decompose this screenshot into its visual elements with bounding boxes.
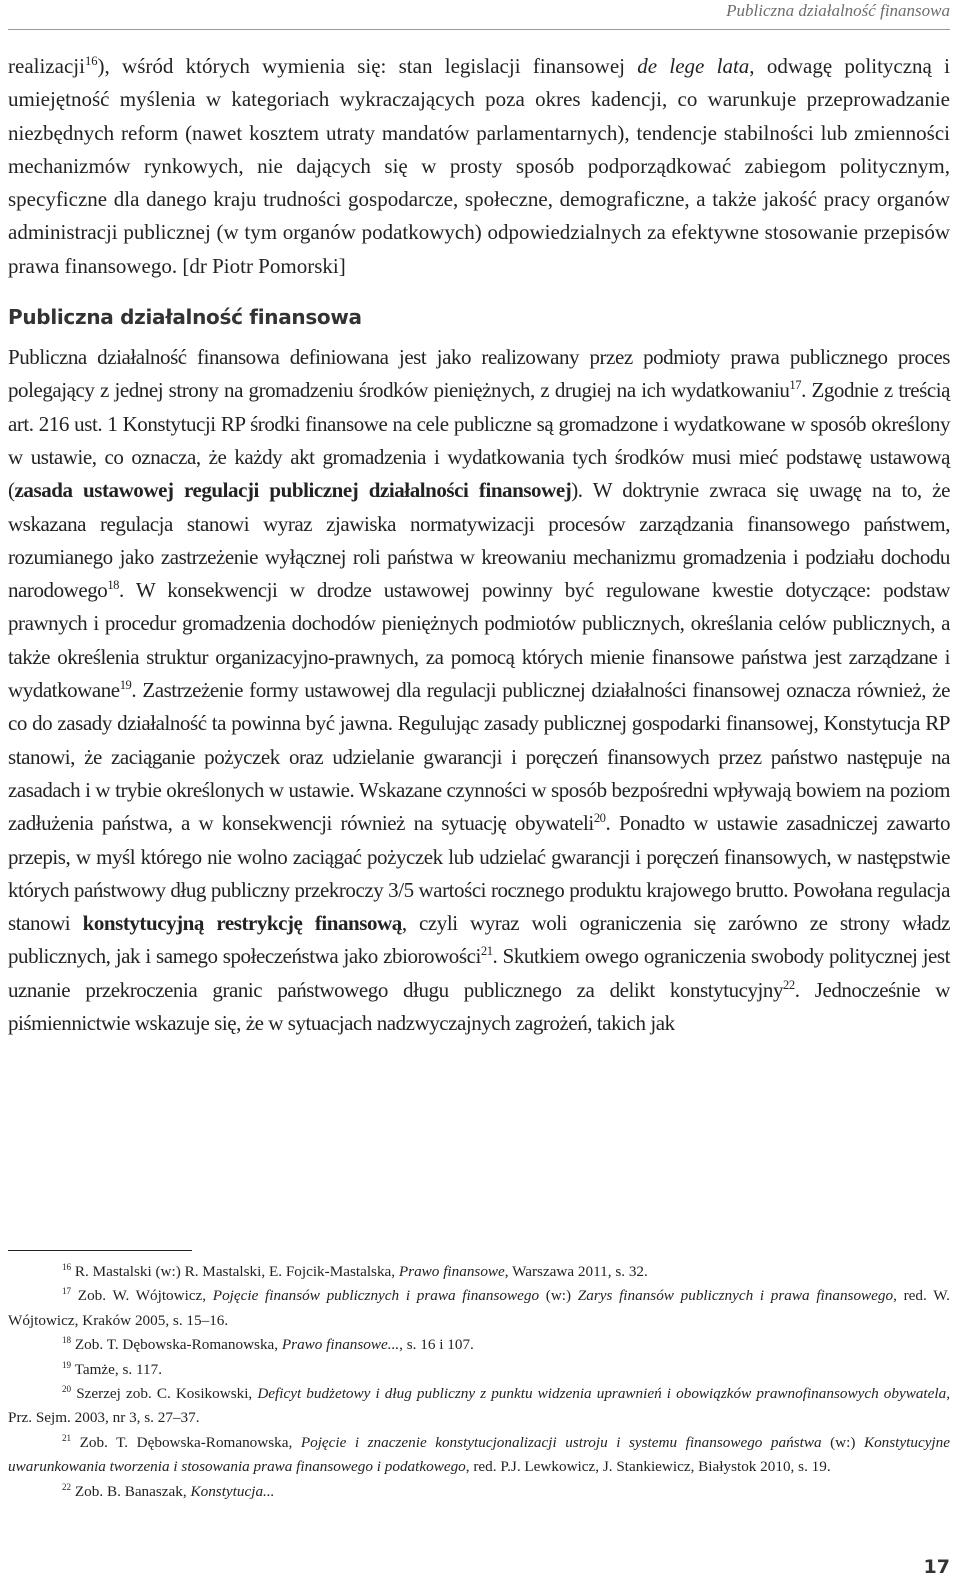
footnote-ref-21[interactable]: 21 <box>480 944 493 959</box>
text-run: . Zastrzeżenie formy ustawowej dla regulacji publicznej działalności finansowej oznacza również, że co do zasady działalność ta powinna być jawna. Regulując zasady publicznej gospodarki finansowej, Konstytucja RP stanowi, że zaciąganie pożyczek oraz udzielanie gwarancji i poręczeń finansowych przez państwo następuje na zasadach i w trybie określonych w ustawie. Wskazane czynności w sposób bezpośredni wpływają bowiem na poziom zadłużenia państwa, a w konsekwencji również na sytuację obywateli <box>8 678 950 836</box>
footnote-text: , Prz. Sejm. 2003, nr 3, s. 27–37. <box>8 1385 950 1427</box>
footnotes <box>8 1260 950 1504</box>
footnote-italic-title: Deficyt budżetowy i dług publiczny z punktu widzenia uprawnień i obowiązków prawnofinansowych obywatela <box>257 1385 947 1403</box>
footnote-22 <box>8 1480 950 1504</box>
footnote-separator <box>8 1250 192 1251</box>
footnote-italic-title: Pojęcie i znaczenie konstytucjonalizacji ustroju i systemu finansowego państwa <box>300 1433 822 1451</box>
footnote-20 <box>8 1382 950 1431</box>
text-run: . Ponadto w ustawie zasadniczej zawarto przepis, w myśl którego nie wolno zaciągać pożyczek lub udzielać gwarancji i poręczeń finansowych, w następstwie których państwowy dług publiczny przekroczy 3/5 wartości rocznego produktu krajowego brutto. Powołana regulacja stanowi <box>8 811 950 936</box>
header-rule <box>8 29 950 30</box>
footnote-19 <box>8 1358 950 1382</box>
footnote-text: , Warszawa 2011, s. 32. <box>504 1263 648 1280</box>
footnote-italic-title: Konstytucyjne uwarunkowania tworzenia i stosowania prawa finansowego i podatkowego <box>8 1433 950 1476</box>
italic-term: de lege lata <box>637 54 750 78</box>
footnote-number: 17 <box>62 1286 72 1297</box>
footnote-number: 20 <box>62 1383 72 1394</box>
footnote-number: 19 <box>62 1359 72 1370</box>
footnote-number: 21 <box>62 1432 72 1443</box>
footnote-italic-title: Pojęcie finansów publicznych i prawa finansowego <box>212 1287 540 1305</box>
footnote-italic-title: Prawo finansowe <box>398 1263 505 1280</box>
text-run: ). W doktrynie zwraca się uwagę na to, że wskazana regulacja stanowi wyraz zjawiska normatywizacji procesów zarządzania finansowego państwem, rozumianego jako zastrzeżenie wyłącznej roli państwa w kreowaniu mechanizmu gromadzenia i podziału dochodu narodowego <box>8 478 951 603</box>
footnote-italic-title: Zarys finansów publicznych i prawa finansowego <box>577 1287 894 1305</box>
footnote-text: (w:) <box>821 1433 864 1451</box>
footnote-text: Zob. B. Banaszak, <box>71 1482 191 1500</box>
text-run: ), wśród których wymienia się: stan legislacji finansowej <box>97 54 638 78</box>
footnote-number: 22 <box>62 1481 72 1492</box>
text-run: . Jednocześnie w piśmiennictwie wskazuje się, że w sytuacjach nadzwyczajnych zagrożeń, takich jak <box>8 977 951 1036</box>
footnote-text: , s. 16 i 107. <box>399 1336 474 1354</box>
text-run: . Zgodnie z treścią art. 216 ust. 1 Konstytucji RP środki finansowe na cele publiczne są gromadzone i wydatkowane w sposób określony w ustawie, co oznacza, że każdy akt gromadzenia i wydatkowania tych środków musi mieć podstawę ustawową ( <box>8 378 950 503</box>
footnote-ref-20[interactable]: 20 <box>593 811 606 826</box>
footnote-17 <box>8 1284 950 1333</box>
text-run: . W konsekwencji w drodze ustawowej powinny być regulowane kwestie dotyczące: podstaw prawnych i procedur gromadzenia dochodów pieniężnych podmiotów publicznych, określania celów publicznych, a także określenia struktur organizacyjno-prawnych, za pomocą których mienie finansowe państwa jest zarządzane i wydatkowane <box>8 578 950 703</box>
footnote-ref-19[interactable]: 19 <box>119 678 132 693</box>
footnote-text: Zob. T. Dębowska-Romanowska, <box>71 1336 282 1354</box>
footnote-18 <box>8 1333 950 1357</box>
footnote-number: 18 <box>62 1335 72 1346</box>
footnote-ref-17[interactable]: 17 <box>789 378 802 393</box>
footnote-text: R. Mastalski (w:) R. Mastalski, E. Fojcik-Mastalska, <box>71 1263 399 1280</box>
footnote-number: 16 <box>62 1261 72 1272</box>
bold-term: zasada ustawowej regulacji publicznej działalności finansowej <box>14 478 572 503</box>
footnote-text: Szerzej zob. C. Kosikowski, <box>71 1385 258 1403</box>
main-text <box>8 50 950 1040</box>
footnote-text: Zob. W. Wójtowicz, <box>71 1287 213 1305</box>
footnote-text: , red. P.J. Lewkowicz, J. Stankiewicz, Białystok 2010, s. 19. <box>465 1458 831 1476</box>
footnote-21 <box>8 1431 950 1480</box>
footnote-16 <box>8 1260 950 1284</box>
footnote-ref-18[interactable]: 18 <box>107 578 120 593</box>
page-number: 17 <box>923 1556 950 1578</box>
footnote-text: Tamże, s. 117. <box>71 1360 162 1378</box>
paragraph-2 <box>8 341 950 1040</box>
text-run: Publiczna działalność finansowa definiowana jest jako realizowany przez podmioty prawa publicznego proces polegający z jednej strony na gromadzeniu środków pieniężnych, z drugiej na ich wydatkowaniu <box>8 345 950 403</box>
footnote-text: , red. W. Wójtowicz, Kraków 2005, s. 15–16. <box>8 1287 950 1329</box>
footnote-ref-16[interactable]: 16 <box>84 54 98 68</box>
footnote-text: Zob. T. Dębowska-Romanowska, <box>71 1433 301 1451</box>
footnote-ref-22[interactable]: 22 <box>783 977 795 992</box>
footnote-text: (w:) <box>539 1287 578 1305</box>
footnote-italic-title: Prawo finansowe... <box>281 1336 400 1354</box>
running-header-title: Publiczna działalność finansowa <box>726 1 950 20</box>
bold-term: konstytucyjną restrykcję finansową <box>82 911 402 936</box>
text-run: , odwagę polityczną i umiejętność myślenia w kategoriach wykraczających poza okres kadencji, co warunkuje przeprowadzanie niezbędnych reform (nawet kosztem utraty mandatów parlamentarnych), tendencje stabilności lub zmienności mechanizmów rynkowych, nie dających się w prosty sposób podporządkować zabiegom politycznym, specyficzne dla danego kraju trudności gospodarcze, społeczne, demograficzne, a także jakość pracy organów administracji publicznej (w tym organów podatkowych) odpowiedzialnych za efektywne stosowanie przepisów prawa finansowego. [dr Piotr Pomorski] <box>8 54 950 278</box>
section-heading: Publiczna działalność finansowa <box>8 305 362 330</box>
footnote-italic-title: Konstytucja... <box>190 1482 275 1500</box>
paragraph-1 <box>8 50 950 283</box>
text-run: . Skutkiem owego ograniczenia swobody politycznej jest uznanie przekroczenia granic państwowego długu publicznego za delikt konstytucyjny <box>8 944 950 1002</box>
text-run: realizacji <box>8 54 85 78</box>
text-run: , czyli wyraz woli ograniczenia się zarówno ze strony władz publicznych, jak i samego społeczeństwa jako zbiorowości <box>8 911 950 969</box>
